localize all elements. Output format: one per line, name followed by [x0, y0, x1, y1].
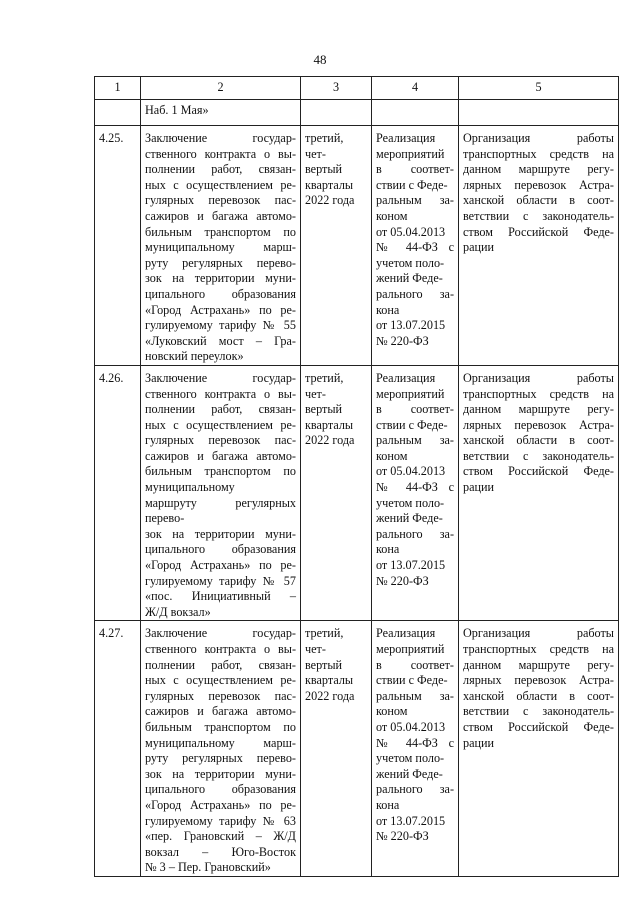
text-line: ственного контракта о вы- — [145, 642, 296, 656]
item-basis — [372, 126, 459, 366]
text-line: ных с осуществлением ре- — [145, 177, 296, 192]
text-line: № 220-ФЗ — [376, 829, 429, 844]
text-line: ветствии с законодатель- — [463, 704, 614, 719]
text-line: гулируемому тарифу № 63 — [145, 813, 296, 828]
text-line: руту регулярных перево- — [145, 751, 296, 766]
text-line: жений Феде- — [376, 766, 443, 781]
text-line: полнении работ, связан- — [145, 657, 296, 672]
table-row — [95, 126, 619, 366]
header-col-3: 3 — [301, 77, 372, 100]
text-line: учетом поло- — [376, 255, 445, 270]
text-line: коном — [376, 704, 408, 719]
text-line: данном маршруте регу- — [463, 402, 614, 417]
text-line: ципального образования — [145, 286, 296, 301]
text-line: ральным за- — [376, 688, 454, 703]
text-line: ством Российской Феде- — [463, 719, 614, 734]
header-col-1: 1 — [95, 77, 141, 100]
text-line: Ж/Д вокзал» — [145, 604, 211, 619]
text-line: ством Российской Феде- — [463, 224, 614, 239]
item-subject — [141, 126, 301, 366]
text-line: жений Феде- — [376, 511, 443, 526]
text-line: Организация работы — [463, 131, 614, 145]
item-number: 4.25. — [95, 126, 141, 366]
header-col-4: 4 — [372, 77, 459, 100]
text-line: мероприятий — [376, 146, 445, 161]
text-line: «Луковский мост – Гра- — [145, 333, 296, 348]
text-line: транспортных средств на — [463, 642, 614, 656]
text-line: муниципальному марш- — [145, 735, 296, 750]
text-line: гулируемому тарифу № 57 — [145, 573, 296, 588]
header-col-2: 2 — [141, 77, 301, 100]
text-line: в соответ- — [376, 402, 454, 417]
item-number: 4.26. — [95, 365, 141, 621]
text-line: ственного контракта о вы- — [145, 146, 296, 161]
text-line: ветствии с законодатель- — [463, 208, 614, 223]
text-line: третий, чет- — [305, 131, 344, 161]
text-line: лярных перевозок Астра- — [463, 417, 614, 432]
text-line: учетом поло- — [376, 495, 445, 510]
text-line: муниципальному марш- — [145, 240, 296, 255]
text-line: данном маршруте регу- — [463, 162, 614, 177]
continuation-num-cell — [95, 100, 141, 126]
text-line: кварталы — [305, 417, 354, 432]
text-line: рального за- — [376, 286, 454, 301]
text-line: зок на территории муни- — [145, 766, 296, 781]
text-line: 2022 года — [305, 193, 355, 208]
text-line: коном — [376, 208, 408, 223]
text-line: Заключение государ- — [145, 131, 296, 145]
text-line: от 05.04.2013 — [376, 719, 446, 734]
text-line: № 44-ФЗ с — [376, 735, 454, 750]
text-line: зок на территории муни- — [145, 271, 296, 286]
text-line: руту регулярных перево- — [145, 255, 296, 270]
document-table — [94, 76, 619, 877]
text-line: ствии с Феде- — [376, 177, 448, 192]
text-line: «пер. Грановский – Ж/Д — [145, 829, 296, 844]
text-line: ствии с Феде- — [376, 417, 448, 432]
text-line: Реализация — [376, 370, 436, 385]
text-line: «Город Астрахань» по ре- — [145, 558, 296, 573]
text-line: № 44-ФЗ с — [376, 240, 454, 255]
text-line: № 220-ФЗ — [376, 573, 429, 588]
text-line: вертый — [305, 657, 343, 672]
text-line: кона — [376, 797, 400, 812]
text-line: ханской области в соот- — [463, 193, 614, 208]
text-line: муниципальному — [145, 480, 235, 495]
continuation-cell-5 — [459, 100, 619, 126]
text-line: «Город Астрахань» по ре- — [145, 797, 296, 812]
item-number: 4.27. — [95, 621, 141, 877]
text-line: лярных перевозок Астра- — [463, 177, 614, 192]
text-line: Организация работы — [463, 370, 614, 385]
text-line: вокзал – Юго-Восток — [145, 844, 296, 859]
text-line: гулируемому тарифу № 55 — [145, 318, 296, 333]
text-line: «Город Астрахань» по ре- — [145, 302, 296, 317]
text-line: коном — [376, 448, 408, 463]
table-row — [95, 621, 619, 877]
text-line: № 220-ФЗ — [376, 333, 429, 348]
item-result — [459, 365, 619, 621]
text-line: ством Российской Феде- — [463, 464, 614, 479]
text-line: ципального образования — [145, 782, 296, 797]
text-line: полнении работ, связан- — [145, 402, 296, 417]
text-line: рации — [463, 735, 495, 750]
text-line: № 3 – Пер. Грановский» — [145, 860, 271, 875]
text-line: рального за- — [376, 782, 454, 797]
text-line: гулярных перевозок пас- — [145, 433, 296, 448]
text-line: кона — [376, 302, 400, 317]
item-result — [459, 126, 619, 366]
text-line: кварталы — [305, 673, 354, 688]
text-line: сажиров и багажа автомо- — [145, 704, 296, 719]
text-line: ных с осуществлением ре- — [145, 417, 296, 432]
text-line: рации — [463, 480, 495, 495]
item-term — [301, 365, 372, 621]
text-line: сажиров и багажа автомо- — [145, 448, 296, 463]
text-line: ципального образования — [145, 542, 296, 557]
text-line: от 13.07.2015 — [376, 318, 446, 333]
text-line: сажиров и багажа автомо- — [145, 208, 296, 223]
continuation-cell-4 — [372, 100, 459, 126]
item-term — [301, 126, 372, 366]
text-line: «пос. Инициативный – — [145, 589, 296, 604]
text-line: ствии с Феде- — [376, 673, 448, 688]
text-line: ственного контракта о вы- — [145, 386, 296, 401]
text-line: Заключение государ- — [145, 370, 296, 385]
text-line: Организация работы — [463, 626, 614, 641]
text-line: учетом поло- — [376, 751, 445, 766]
text-line: жений Феде- — [376, 271, 443, 286]
text-line: вертый — [305, 402, 343, 417]
text-line: вертый — [305, 162, 343, 177]
item-subject — [141, 365, 301, 621]
text-line: гулярных перевозок пас- — [145, 688, 296, 703]
text-line: полнении работ, связан- — [145, 162, 296, 177]
text-line: ханской области в соот- — [463, 688, 614, 703]
text-line: мероприятий — [376, 642, 445, 656]
text-line: кварталы — [305, 177, 354, 192]
text-line: лярных перевозок Астра- — [463, 673, 614, 688]
continuation-cell-3 — [301, 100, 372, 126]
header-row — [95, 77, 619, 100]
page-number: 48 — [313, 52, 327, 67]
text-line: ветствии с законодатель- — [463, 448, 614, 463]
text-line: Реализация — [376, 626, 436, 641]
item-subject — [141, 621, 301, 877]
text-line: ральным за- — [376, 193, 454, 208]
item-basis — [372, 365, 459, 621]
text-line: 2022 года — [305, 433, 355, 448]
text-line: третий, чет- — [305, 626, 344, 656]
text-line: в соответ- — [376, 162, 454, 177]
text-line: в соответ- — [376, 657, 454, 672]
header-col-5: 5 — [459, 77, 619, 100]
text-line: зок на территории муни- — [145, 526, 296, 541]
text-line: рального за- — [376, 526, 454, 541]
text-line: 2022 года — [305, 688, 355, 703]
text-line: от 05.04.2013 — [376, 224, 446, 239]
text-line: рации — [463, 240, 495, 255]
text-line: гулярных перевозок пас- — [145, 193, 296, 208]
text-line: от 13.07.2015 — [376, 558, 446, 573]
text-line: мероприятий — [376, 386, 445, 401]
text-line: ральным за- — [376, 433, 454, 448]
text-line: бильным транспортом по — [145, 464, 296, 479]
text-line: № 44-ФЗ с — [376, 480, 454, 495]
text-line: Реализация — [376, 131, 436, 145]
text-line: кона — [376, 542, 400, 557]
text-line: бильным транспортом по — [145, 719, 296, 734]
item-result — [459, 621, 619, 877]
table-row — [95, 365, 619, 621]
text-line: маршруту регулярных перево- — [145, 495, 296, 526]
item-basis — [372, 621, 459, 877]
text-line: транспортных средств на — [463, 386, 614, 401]
continuation-row — [95, 100, 619, 126]
text-line: ных с осуществлением ре- — [145, 673, 296, 688]
text-line: новский переулок» — [145, 349, 244, 364]
text-line: бильным транспортом по — [145, 224, 296, 239]
text-line: ханской области в соот- — [463, 433, 614, 448]
text-line: транспортных средств на — [463, 146, 614, 161]
continuation-text: Наб. 1 Мая» — [141, 100, 301, 126]
text-line: данном маршруте регу- — [463, 657, 614, 672]
text-line: третий, чет- — [305, 370, 344, 401]
text-line: от 05.04.2013 — [376, 464, 446, 479]
text-line: Заключение государ- — [145, 626, 296, 641]
item-term — [301, 621, 372, 877]
text-line: от 13.07.2015 — [376, 813, 446, 828]
